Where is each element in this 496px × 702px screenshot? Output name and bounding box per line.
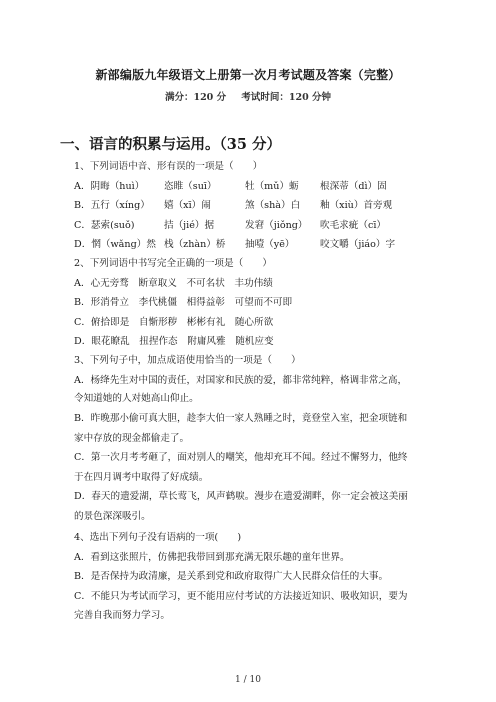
q2-option-a: A．心无旁骛 断章取义 不可名状 丰功伟绩 bbox=[74, 278, 273, 289]
q3-line-7: D．春天的遗爱湖，草长莺飞，风声鹤唳。漫步在遗爱湖畔，你一定会被这美丽 bbox=[74, 491, 408, 502]
page-title: 新部编版九年级语文上册第一次月考试题及答案（完整） bbox=[95, 68, 401, 82]
exam-time: 考试时间：120 分钟 bbox=[241, 92, 332, 103]
q2-option-b: B．形消骨立 李代桃僵 相得益彰 可望而不可即 bbox=[74, 297, 293, 308]
q3-line-5: C．第一次月考考砸了，面对别人的嘲笑，他却充耳不闻。经过不懈努力，他终 bbox=[74, 452, 408, 463]
q3-line-4: 家中存放的现金都偷走了。 bbox=[74, 433, 190, 444]
q4-line-4: 完善自我而努力学习。 bbox=[74, 610, 170, 621]
question-2-stem: 2、下列词语中书写完全正确的一项是（ ） bbox=[74, 258, 272, 269]
q1-c-col1: C．瑟索(suǒ) bbox=[74, 220, 135, 231]
exam-info bbox=[0, 89, 496, 103]
q3-line-8: 的景色深深吸引。 bbox=[74, 511, 151, 522]
q3-line-6: 于在四月调考中取得了好成绩。 bbox=[74, 472, 209, 483]
q2-option-c: C．俯拾即是 自惭形秽 彬彬有礼 随心所欲 bbox=[74, 317, 274, 328]
q2-option-d: D．眼花瞭乱 扭捏作态 附庸风雅 随机应变 bbox=[74, 336, 274, 347]
q1-a-col4: 根深蒂（dì）固 bbox=[320, 181, 387, 192]
q3-line-2: 令知道她的人对她高山仰止。 bbox=[74, 393, 199, 404]
q1-c-col3: 发窘（jiǒng） bbox=[245, 220, 308, 231]
q1-d-col4: 咬文嚼（jiáo）字 bbox=[320, 239, 396, 250]
q1-b-col4: 釉（xiù）首旁观 bbox=[320, 200, 393, 211]
q1-b-col3: 煞（shà）白 bbox=[245, 200, 301, 211]
q1-c-col4: 吹毛求疵（cī） bbox=[320, 220, 387, 231]
q1-a-col1: A．阴晦（huì） bbox=[74, 181, 145, 192]
q1-a-col2: 恣睢（suī） bbox=[164, 181, 217, 192]
q3-line-1: A．杨绛先生对中国的责任，对国家和民族的爱，都非常纯粹，格调非常之高， bbox=[74, 375, 408, 386]
q1-c-col2: 拮（jié）据 bbox=[164, 220, 215, 231]
question-4-stem: 4、选出下列句子没有语病的一项( ) bbox=[74, 532, 242, 543]
question-1-stem: 1、下列词语中音、形有误的一项是（ ） bbox=[74, 161, 263, 172]
q4-line-1: A．看到这张照片，仿佛把我带回到那充满无限乐趣的童年世界。 bbox=[74, 552, 350, 563]
section-heading: 一、语言的积累与运用。（35 分） bbox=[60, 136, 281, 153]
q1-b-col1: B．五行（xíng） bbox=[74, 200, 150, 211]
q1-a-col3: 牡（mǔ）蛎 bbox=[245, 181, 299, 192]
q1-d-col2: 栈（zhàn）桥 bbox=[164, 239, 226, 250]
page-number: 1 / 10 bbox=[235, 675, 261, 685]
question-3-stem: 3、下列句子中，加点成语使用恰当的一项是（ ） bbox=[74, 355, 301, 366]
full-score: 满分：120 分 bbox=[164, 92, 227, 103]
q1-b-col2: 嬉（xī）闹 bbox=[164, 200, 211, 211]
q1-d-col3: 抽噎（yē） bbox=[245, 239, 295, 250]
q1-d-col1: D．惘（wǎng）然 bbox=[74, 239, 156, 250]
q4-line-2: B．是否保持为政清廉，是关系到党和政府取得广大人民群众信任的大事。 bbox=[74, 571, 389, 582]
q4-line-3: C．不能只为考试而学习，更不能用应付考试的方法接近知识、吸收知识，要为 bbox=[74, 591, 408, 602]
q3-line-3: B．昨晚那小偷可真大胆，趁李大伯一家人熟睡之时，竟登堂入室，把金项链和 bbox=[74, 413, 408, 424]
